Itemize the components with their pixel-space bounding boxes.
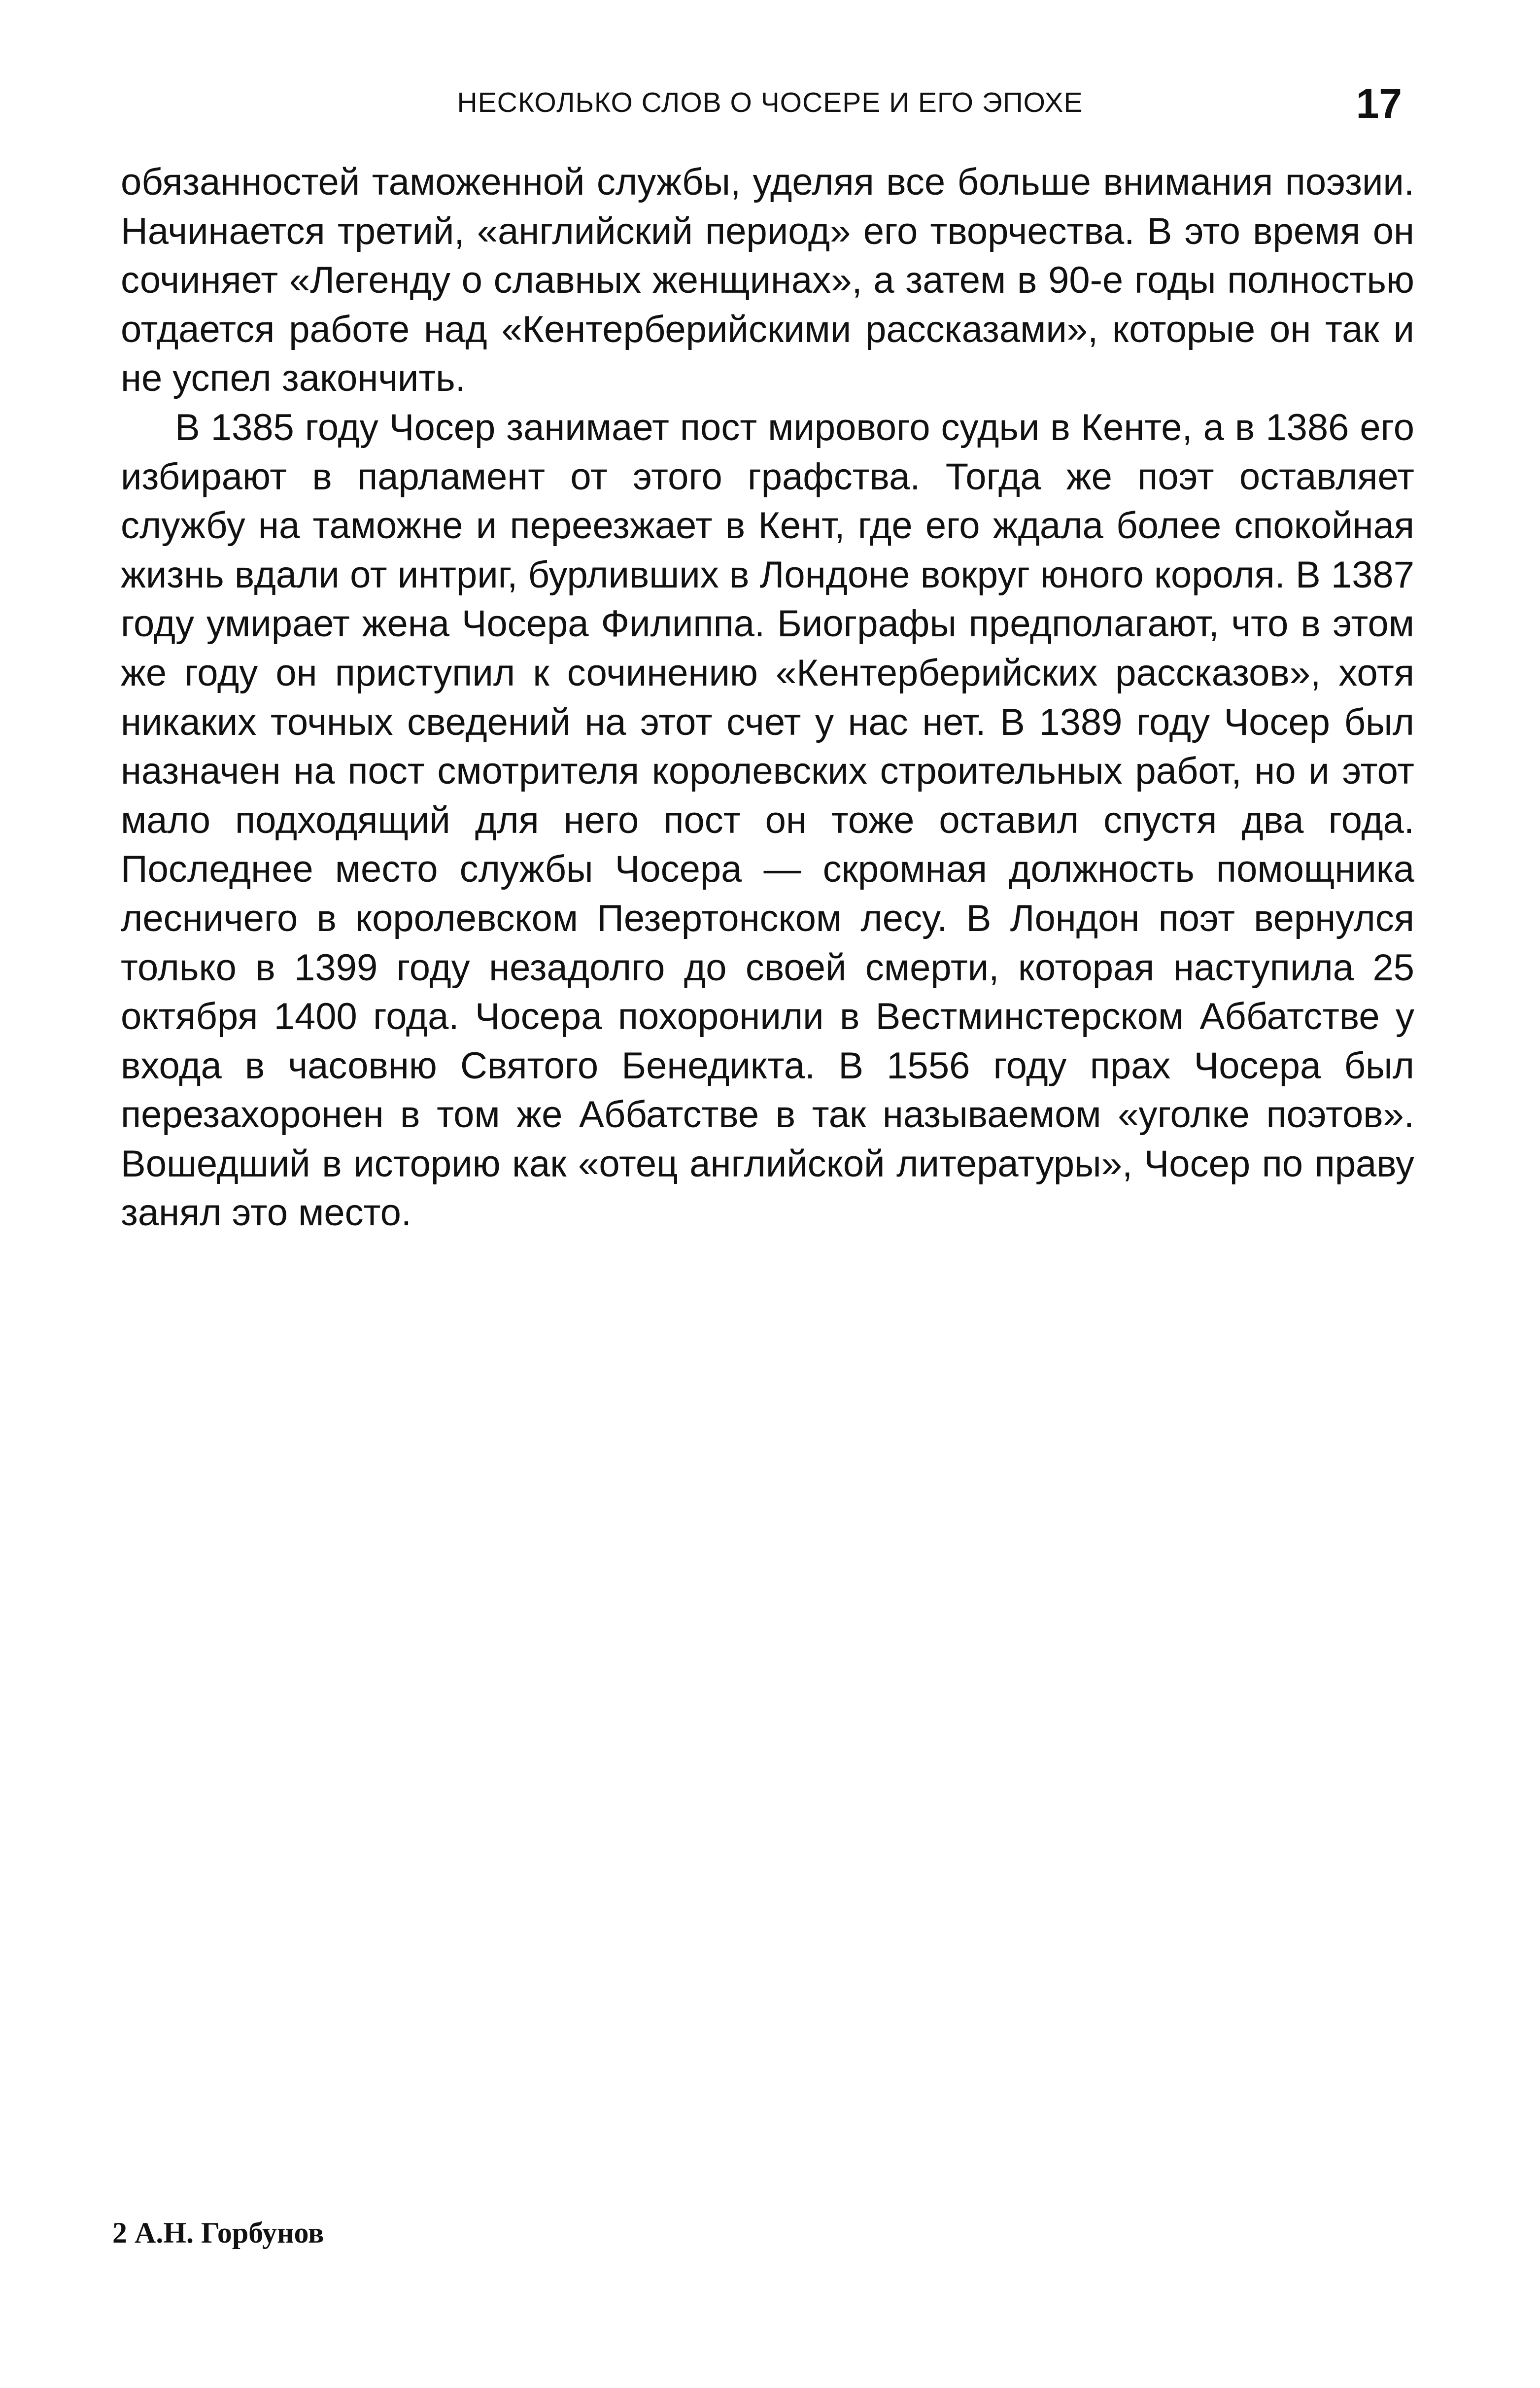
page-number: 17 bbox=[1356, 80, 1402, 127]
paragraph-continuation: обязанностей таможенной службы, уделяя все больше внимания поэзии. Начинается третий, «английский период» его творчества. В это время он сочиняет «Легенду о славных женщинах», а затем в 90-е годы полностью отдается работе над «Кентерберийскими рассказами», которые он так и не успел закончить. bbox=[121, 161, 1414, 400]
printer-signature: 2 А.Н. Горбунов bbox=[112, 2216, 324, 2249]
paragraph: В 1385 году Чосер занимает пост мирового судьи в Кенте, а в 1386 его избирают в парламент от этого графства. Тогда же поэт оставляет службу на таможне и переезжает в Кент, где его ждала более спокойная жизнь вдали от интриг, бурливших в Лондоне вокруг юного короля. В 1387 году умирает жена Чосера Филиппа. Биографы предполагают, что в этом же году он приступил к сочинению «Кентерберийских рассказов», хотя никаких точных сведений на этот счет у нас нет. В 1389 году Чосер был назначен на пост смотрителя королевских строительных работ, но и этот мало подходящий для него пост он тоже оставил спустя два года. Последнее место службы Чосера — скромная должность помощника лесничего в королевском Пезертонском лесу. В Лондон поэт вернулся только в 1399 году незадолго до своей смерти, которая наступила 25 октября 1400 года. Чосера похоронили в Вестминстерском Аббатстве у входа в часовню Святого Бенедикта. В 1556 году прах Чосера был перезахоронен в том же Аббатстве в так называемом «уголке поэтов». Вошедший в историю как «отец английской литературы», Чосер по праву занял это место. bbox=[121, 406, 1414, 1234]
body-text bbox=[121, 158, 1414, 1238]
running-header-title: НЕСКОЛЬКО СЛОВ О ЧОСЕРЕ И ЕГО ЭПОХЕ bbox=[457, 87, 1083, 118]
